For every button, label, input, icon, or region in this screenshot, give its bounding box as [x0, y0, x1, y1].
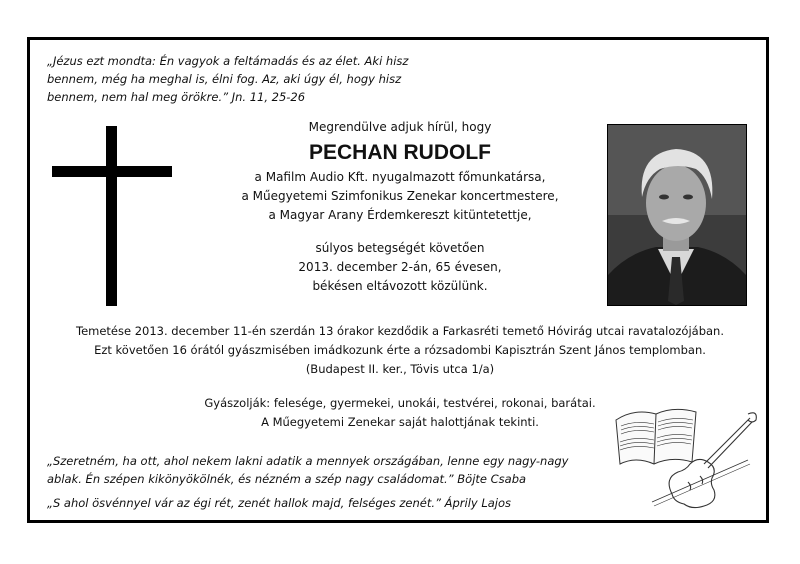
mourners — [150, 394, 650, 432]
closing-quote-1 — [47, 452, 607, 488]
death-line: súlyos betegségét követően — [315, 241, 485, 255]
closing-quote-1-line: ablak. Én szépen kikönyökölnék, és nézném a szép nagy családomat.” Böjte Csaba — [47, 472, 527, 486]
opening-quote-line: bennem, még ha meghal is, élni fog. Az, aki úgy él, hogy hisz — [47, 72, 402, 86]
closing-quotes — [47, 452, 607, 512]
funeral-line: Temetése 2013. december 11-én szerdán 13 órakor kezdődik a Farkasréti temető Hóvirág utcai ravatalozójában. — [76, 324, 724, 338]
closing-quote-1-line: „Szeretném, ha ott, ahol nekem lakni adatik a mennyek országában, lenne egy nagy-nagy — [47, 454, 569, 468]
cross-icon — [52, 126, 172, 306]
opening-quote-line: „Jézus ezt mondta: Én vagyok a feltámadás és az élet. Aki hisz — [47, 54, 409, 68]
funeral-line: Ezt követően 16 órától gyászmisében imádkozunk érte a rózsadombi Kapisztrán Szent János templomban. — [94, 343, 706, 357]
death-line: 2013. december 2-án, 65 évesen, — [298, 260, 502, 274]
opening-quote — [47, 52, 467, 106]
violin-sheet-music-icon — [612, 398, 762, 513]
announcement — [220, 118, 580, 296]
portrait-photo — [607, 124, 747, 306]
deceased-name: PECHAN RUDOLF — [309, 141, 491, 164]
funeral-details — [60, 322, 740, 379]
announcement-intro: Megrendülve adjuk hírül, hogy — [308, 120, 492, 134]
death-line: békésen eltávozott közülünk. — [312, 279, 488, 293]
mourners-line: A Műegyetemi Zenekar saját halottjának tekinti. — [261, 415, 539, 429]
title-line: a Magyar Arany Érdemkereszt kitüntetettje, — [268, 208, 532, 222]
closing-quote-2: „S ahol ösvénnyel vár az égi rét, zenét hallok majd, felséges zenét.” Áprily Lajos — [47, 496, 512, 510]
mourners-line: Gyászolják: felesége, gyermekei, unokái, testvérei, rokonai, barátai. — [204, 396, 596, 410]
funeral-address: (Budapest II. ker., Tövis utca 1/a) — [305, 362, 495, 376]
title-line: a Mafilm Audio Kft. nyugalmazott főmunkatársa, — [254, 170, 546, 184]
title-line: a Műegyetemi Szimfonikus Zenekar koncertmestere, — [241, 189, 559, 203]
opening-quote-line: bennem, nem hal meg örökre.” Jn. 11, 25-26 — [47, 90, 306, 104]
